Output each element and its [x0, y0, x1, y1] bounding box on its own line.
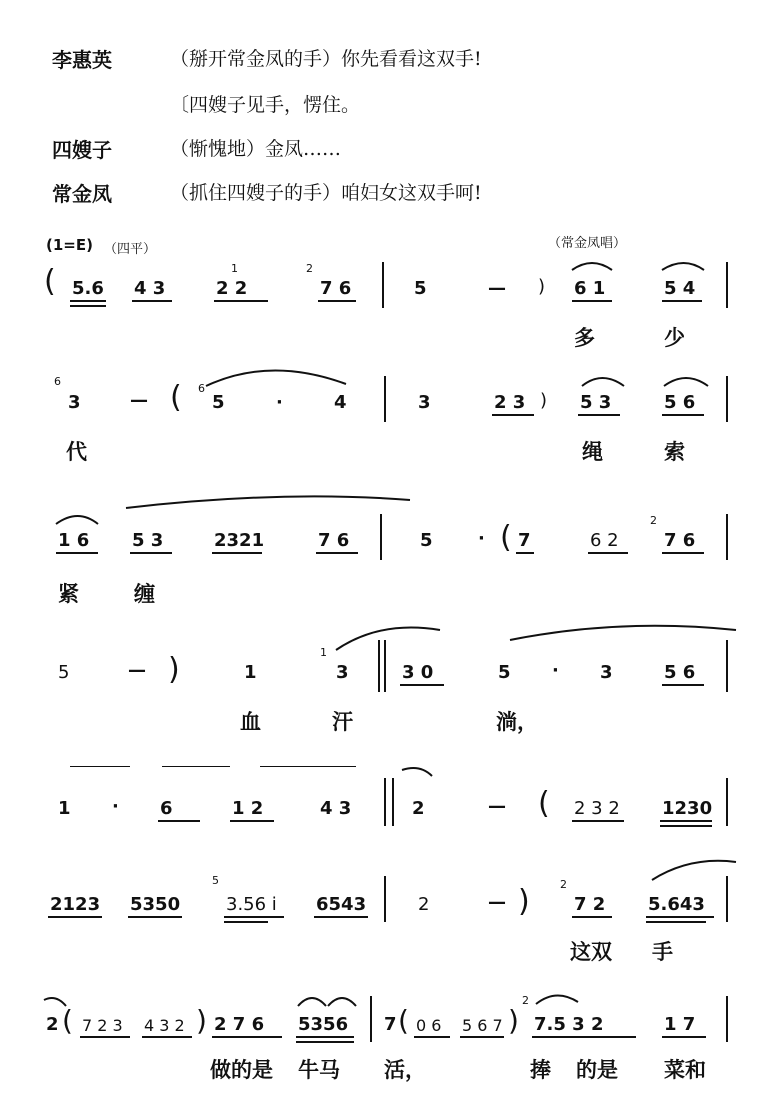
note-group: )	[168, 652, 180, 687]
note-group: 1	[244, 662, 257, 683]
note-group: (	[170, 380, 182, 415]
note-group: (	[398, 1004, 409, 1037]
note-group: 1 7	[664, 1014, 696, 1035]
underline	[214, 300, 268, 302]
underline	[316, 552, 358, 554]
note-group: 5	[58, 662, 70, 683]
lyric: 手	[652, 940, 673, 964]
underline	[224, 916, 284, 918]
slur	[206, 370, 346, 386]
lyric: 汗	[332, 710, 353, 734]
note-group: 3	[418, 392, 431, 413]
lyric: 的是	[576, 1058, 618, 1082]
note-group: ·	[552, 660, 559, 681]
bar-line	[726, 376, 728, 422]
stage-direction-line: （惭愧地）金凤……	[170, 138, 342, 160]
lyric: 这双	[570, 940, 612, 964]
underline	[130, 552, 172, 554]
lyric: 索	[664, 440, 685, 464]
singer-label: （常金凤唱）	[548, 236, 627, 251]
grace-note: 5	[212, 874, 219, 887]
note-group: 7	[384, 1014, 397, 1035]
note-group: 2321	[214, 530, 265, 551]
note-group: 2	[418, 894, 430, 915]
note-group: 7	[518, 530, 531, 551]
role-name-li-huiying: 李惠英	[52, 48, 112, 72]
grace-note: 2	[522, 994, 529, 1007]
slur	[126, 496, 410, 508]
bar-line	[384, 876, 386, 922]
note-group: 5356	[298, 1014, 349, 1035]
underline	[400, 684, 444, 686]
note-group: 1 6	[58, 530, 90, 551]
grace-note: 6	[198, 382, 205, 395]
note-group: 3.56 i	[226, 894, 277, 915]
note-group: —	[130, 390, 148, 411]
slur	[56, 516, 98, 524]
slur	[582, 378, 624, 386]
underline	[212, 1036, 282, 1038]
note-group: 4 3	[134, 278, 166, 299]
note-group: 5 3	[132, 530, 164, 551]
slur	[652, 861, 736, 880]
bar-line	[382, 262, 384, 308]
lyric: 牛马	[298, 1058, 340, 1082]
note-group: )	[196, 1004, 207, 1037]
note-group: 3	[68, 392, 81, 413]
note-group: 5 4	[664, 278, 696, 299]
stage-direction-line: （掰开常金凤的手）你先看看这双手!	[170, 48, 482, 70]
underline	[296, 1041, 354, 1043]
grace-note: 1	[320, 646, 327, 659]
key-signature: (1=E)	[46, 236, 93, 254]
mode-label: （四平）	[104, 242, 157, 257]
note-group: 4 3	[320, 798, 352, 819]
grace-note: 1	[231, 262, 238, 275]
underline	[142, 1036, 192, 1038]
bar-line	[384, 376, 386, 422]
slur	[664, 378, 708, 386]
underline	[532, 1036, 636, 1038]
note-group: 5	[212, 392, 225, 413]
underline	[70, 300, 106, 302]
note-group: ·	[112, 796, 119, 817]
note-group: 4	[334, 392, 347, 413]
grace-note: 2	[306, 262, 313, 275]
underline	[132, 300, 172, 302]
slur	[662, 263, 704, 270]
note-group: 3	[336, 662, 349, 683]
underline	[492, 414, 534, 416]
bar-line	[380, 514, 382, 560]
lyric: 多	[574, 326, 595, 350]
note-group: 2 7 6	[214, 1014, 265, 1035]
note-group: 6 2	[590, 530, 619, 551]
underline	[660, 825, 712, 827]
lyric: 淌，	[496, 710, 538, 734]
underline	[660, 820, 712, 822]
underline	[662, 1036, 706, 1038]
note-group: 5 3	[580, 392, 612, 413]
note-group: 7 6	[318, 530, 350, 551]
note-group: —	[488, 892, 506, 913]
note-group: 7.5 3 2	[534, 1014, 604, 1035]
note-group: —	[488, 278, 506, 299]
bar-line	[726, 640, 728, 692]
bar-line	[726, 778, 728, 826]
underline	[318, 300, 356, 302]
stage-direction-line: 〔四嫂子见手，愣住。	[170, 94, 361, 116]
slur	[536, 995, 578, 1004]
underline	[646, 921, 706, 923]
underline	[70, 305, 106, 307]
note-group: 2123	[50, 894, 101, 915]
note-group: 5	[420, 530, 433, 551]
note-group: 2 3	[494, 392, 526, 413]
underline	[56, 552, 98, 554]
lyric: 缠	[134, 582, 155, 606]
note-group: 5	[414, 278, 427, 299]
note-group: )	[540, 390, 548, 411]
note-group: 1230	[662, 798, 713, 819]
grace-note: 2	[650, 514, 657, 527]
note-group: 1	[58, 798, 71, 819]
note-group: ·	[276, 392, 283, 413]
open-paren: (	[44, 264, 56, 299]
underline	[662, 552, 704, 554]
underline	[572, 916, 612, 918]
bar-line	[726, 996, 728, 1042]
lyric: 菜和	[664, 1058, 706, 1082]
note-group: 5 6	[664, 662, 696, 683]
note-group: 5.6	[72, 278, 104, 299]
note-group: 5	[498, 662, 511, 683]
bar-line	[392, 778, 394, 826]
underline	[588, 552, 628, 554]
bar-line	[726, 876, 728, 922]
note-group: 2	[46, 1014, 59, 1035]
note-group: 7 6	[320, 278, 352, 299]
note-group: 5.643	[648, 894, 705, 915]
underline	[578, 414, 620, 416]
bar-line	[384, 640, 386, 692]
bar-line	[726, 514, 728, 560]
note-group: ·	[478, 528, 485, 549]
bar-line	[384, 778, 386, 826]
lyric: 做的是	[210, 1058, 273, 1082]
note-group: 5 6 7	[462, 1016, 503, 1035]
slur	[510, 626, 736, 640]
bar-line	[378, 640, 380, 692]
lyric: 活，	[384, 1058, 426, 1082]
note-group: 3 0	[402, 662, 434, 683]
note-group: )	[518, 884, 530, 919]
note-group: 2	[412, 798, 425, 819]
note-group: 2 3 2	[574, 798, 620, 819]
underline	[516, 552, 534, 554]
role-name-chang-jinfeng: 常金凤	[52, 182, 112, 206]
underline	[572, 300, 612, 302]
note-group: 6543	[316, 894, 367, 915]
note-group: 5 6	[664, 392, 696, 413]
note-group: 7 2 3	[82, 1016, 123, 1035]
bar-line	[726, 262, 728, 308]
note-group: 4 3 2	[144, 1016, 185, 1035]
slur	[402, 768, 432, 776]
tie-line	[70, 766, 130, 767]
underline	[296, 1036, 354, 1038]
tie-line	[260, 766, 356, 767]
slur	[298, 998, 326, 1006]
underline	[314, 916, 368, 918]
note-group: )	[538, 276, 546, 297]
note-group: 6 1	[574, 278, 606, 299]
slur	[572, 263, 612, 270]
stage-direction-line: （抓住四嫂子的手）咱妇女这双手呵!	[170, 182, 482, 204]
lyric: 绳	[582, 440, 603, 464]
lyric: 紧	[58, 582, 79, 606]
underline	[128, 916, 182, 918]
note-group: 5350	[130, 894, 181, 915]
underline	[662, 414, 704, 416]
underline	[414, 1036, 450, 1038]
note-group: (	[500, 520, 512, 555]
lyric: 捧	[530, 1058, 551, 1082]
lyric: 代	[66, 440, 87, 464]
underline	[646, 916, 714, 918]
note-group: —	[488, 796, 506, 817]
note-group: 3	[600, 662, 613, 683]
tie-line	[162, 766, 230, 767]
note-group: —	[128, 660, 146, 681]
underline	[572, 820, 624, 822]
note-group: (	[62, 1004, 73, 1037]
underline	[48, 916, 102, 918]
role-name-sisaozi: 四嫂子	[52, 138, 112, 162]
note-group: )	[508, 1004, 519, 1037]
note-group: (	[538, 786, 550, 821]
underline	[230, 820, 274, 822]
lyric: 血	[240, 710, 261, 734]
note-group: 1 2	[232, 798, 264, 819]
underline	[224, 921, 268, 923]
underline	[80, 1036, 130, 1038]
bar-line	[370, 996, 372, 1042]
underline	[212, 552, 262, 554]
note-group: 6	[160, 798, 173, 819]
underline	[662, 300, 702, 302]
note-group: 7 2	[574, 894, 606, 915]
note-group: 2 2	[216, 278, 248, 299]
slur	[336, 628, 440, 651]
grace-note: 6	[54, 375, 61, 388]
note-group: 7 6	[664, 530, 696, 551]
underline	[662, 684, 704, 686]
note-group: 0 6	[416, 1016, 442, 1035]
lyric: 少	[664, 326, 685, 350]
slur	[328, 998, 356, 1006]
underline	[158, 820, 200, 822]
underline	[460, 1036, 504, 1038]
grace-note: 2	[560, 878, 567, 891]
